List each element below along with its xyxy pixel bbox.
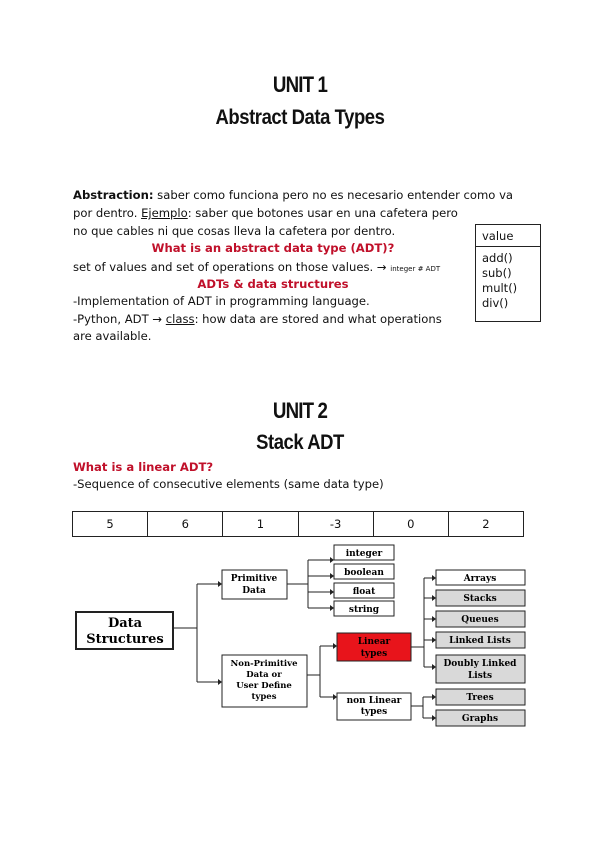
- graphs-label: Graphs: [461, 714, 499, 724]
- example-prefix: por dentro.: [73, 206, 142, 220]
- unit1-title: UNIT 1: [272, 72, 328, 97]
- trees-label: Trees: [466, 693, 494, 703]
- example-word: Ejemplo: [141, 206, 188, 220]
- nonprimitive-label: types: [251, 692, 277, 702]
- primitive-label: Data: [242, 586, 266, 596]
- primitive-label: Primitive: [230, 574, 278, 584]
- uml-header: value: [476, 225, 540, 247]
- uml-op: sub(): [482, 266, 512, 280]
- abstraction-label: Abstraction:: [73, 188, 154, 202]
- array-cell: 6: [148, 512, 223, 536]
- array-cell: 1: [223, 512, 298, 536]
- type-label: integer: [345, 549, 383, 559]
- uml-op: mult(): [482, 281, 518, 295]
- set-note: integer # ADT: [390, 265, 441, 273]
- type-label: boolean: [344, 568, 384, 578]
- python-text: : how data are stored and what operations: [194, 312, 442, 326]
- nonprimitive-label: Data or: [246, 670, 282, 680]
- class-word: class: [165, 312, 195, 326]
- sequence-line: -Sequence of consecutive elements (same data type): [73, 477, 384, 491]
- nonlinear-label: non Linear: [346, 696, 402, 706]
- linear-label: types: [360, 649, 388, 659]
- adt-ds-heading: ADTs & data structures: [197, 277, 349, 291]
- arrays-label: Arrays: [463, 574, 497, 584]
- type-label: string: [348, 605, 380, 615]
- nonprimitive-label: Non-Primitive: [230, 659, 298, 669]
- array-cell: 5: [73, 512, 148, 536]
- nonlinear-label: types: [360, 707, 388, 717]
- array-cell: -3: [299, 512, 374, 536]
- set-text: set of values and set of operations on those values.: [73, 260, 374, 274]
- python-prefix: -Python, ADT →: [73, 312, 166, 326]
- array-cell: 2: [482, 517, 490, 531]
- abstraction-text: saber como funciona pero no es necesario entender como va: [153, 188, 514, 202]
- doubly-linked-label: Doubly Linked: [443, 659, 517, 669]
- arrow-icon: →: [373, 260, 391, 274]
- root-label: Structures: [86, 632, 164, 647]
- stacks-label: Stacks: [463, 594, 497, 604]
- example-text: : saber que botones usar en una cafetera pero: [187, 206, 458, 220]
- linear-question: What is a linear ADT?: [73, 460, 214, 474]
- linked-lists-label: Linked Lists: [449, 636, 511, 646]
- python-line-2: are available.: [73, 329, 152, 343]
- adt-question: What is an abstract data type (ADT)?: [151, 241, 395, 255]
- impl-line: -Implementation of ADT in programming language.: [73, 294, 370, 308]
- uml-op: div(): [482, 296, 509, 310]
- linear-label: Linear: [357, 637, 391, 647]
- nonprimitive-label: User Define: [236, 681, 292, 691]
- type-label: float: [352, 587, 376, 597]
- uml-op: add(): [482, 251, 513, 265]
- unit1-subtitle: Abstract Data Types: [215, 106, 385, 129]
- coffee-line: no que cables ni que cosas lleva la cafetera por dentro.: [73, 224, 396, 238]
- unit2-title: UNIT 2: [272, 398, 328, 423]
- queues-label: Queues: [461, 615, 499, 625]
- root-label: Data: [107, 616, 143, 631]
- unit2-subtitle: Stack ADT: [256, 431, 344, 454]
- array-cell: 0: [374, 512, 449, 536]
- doubly-linked-label: Lists: [467, 671, 493, 681]
